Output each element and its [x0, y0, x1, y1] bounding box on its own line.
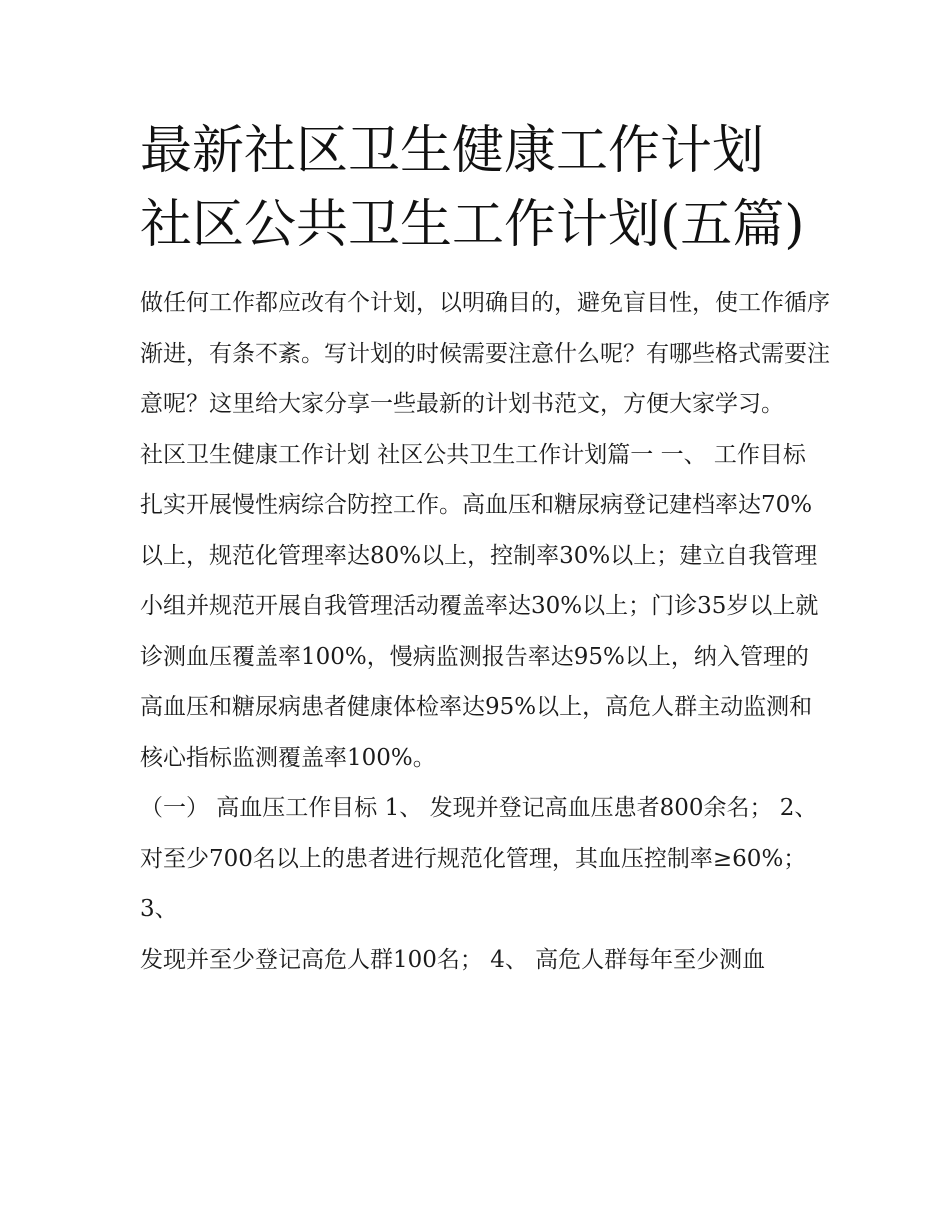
paragraph-high-risk: 发现并至少登记高危人群100名； 4、 高危人群每年至少测血	[140, 946, 766, 973]
document-title: 最新社区卫生健康工作计划 社区公共卫生工作计划(五篇)	[140, 121, 805, 255]
paragraph-goals: 扎实开展慢性病综合防控工作。高血压和糖尿病登记建档率达70%以上，规范化管理率达80%以上，控制率30%以上；建立自我管理小组并规范开展自我管理活动覆盖率达30%以上；门诊35岁以上就诊测血压覆盖率100%，慢病监测报告率达95%以上，纳入管理的高血压和糖尿病患者健康体检率达95%以上，高危人群主动监测和核心指标监测覆盖率100%。	[140, 492, 819, 771]
paragraph-intro: 做任何工作都应改有个计划，以明确目的，避免盲目性，使工作循序渐进，有条不紊。写计划的时候需要注意什么呢？有哪些格式需要注意呢？这里给大家分享一些最新的计划书范文，方便大家学习。	[140, 290, 830, 417]
document-body	[140, 278, 830, 985]
paragraph-section-heading: 社区卫生健康工作计划 社区公共卫生工作计划篇一 一、 工作目标	[140, 441, 806, 468]
paragraph-hypertension-goals: （一） 高血压工作目标 1、 发现并登记高血压患者800余名； 2、 对至少700名以上的患者进行规范化管理，其血压控制率≥60%； 3、	[140, 795, 818, 922]
